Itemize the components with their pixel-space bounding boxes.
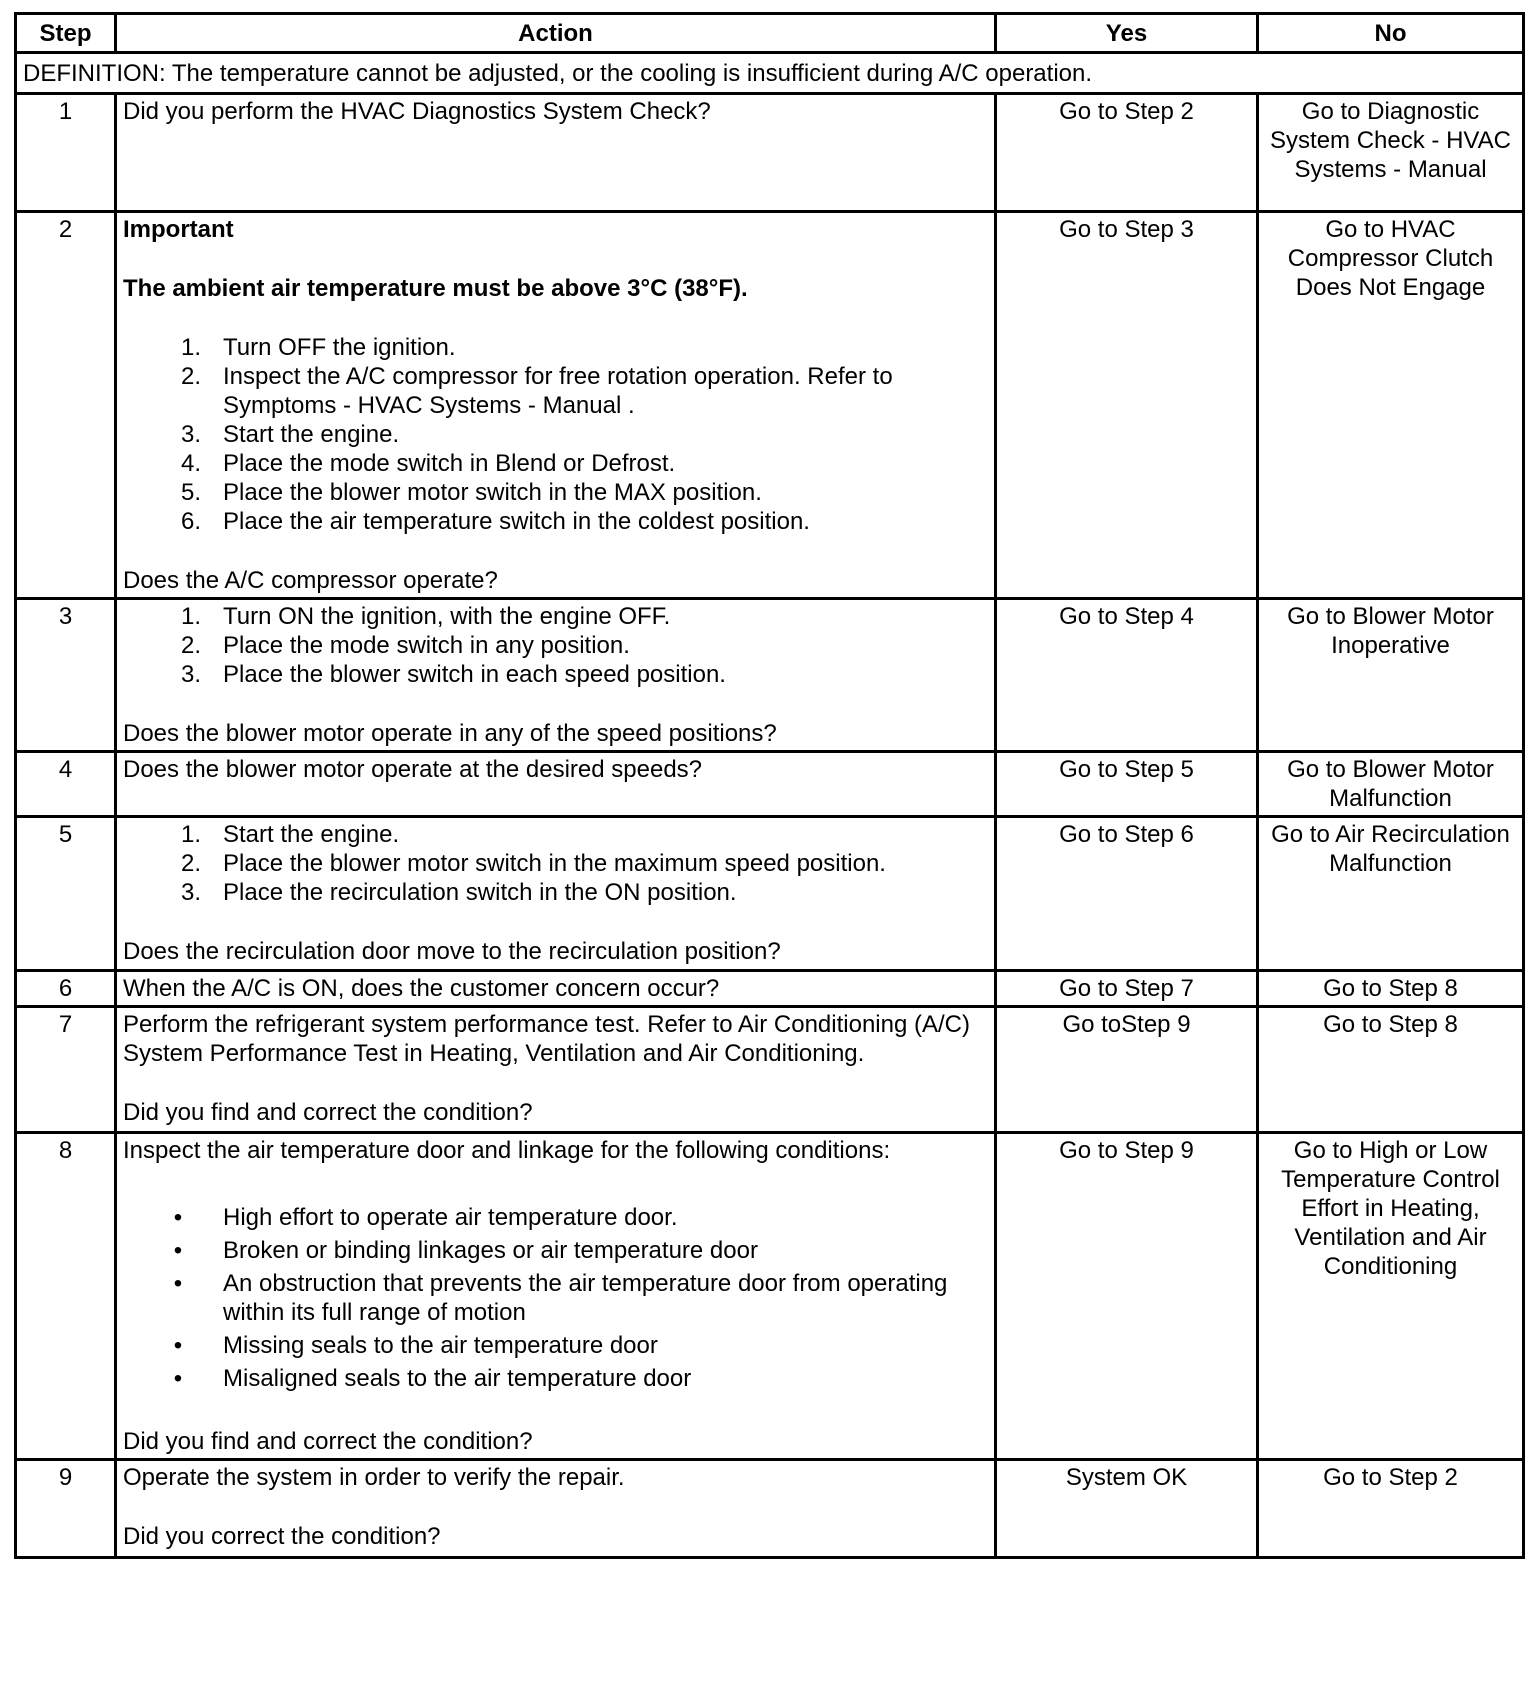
definition-text: DEFINITION: The temperature cannot be adjusted, or the cooling is insufficient during A/C operation. [16,53,1524,94]
list-number: 6. [180,508,201,535]
step-number: 5 [16,817,116,971]
action-intro: Operate the system in order to verify the repair. [123,1464,625,1491]
yes-cell: Go to Step 9 [996,1133,1258,1460]
action-cell [116,817,996,971]
no-cell: Go to Blower Motor Malfunction [1258,752,1524,817]
definition-row [16,53,1524,94]
table-row [16,1007,1524,1133]
list-number: 3. [180,879,201,906]
list-item [123,1203,988,1232]
list-item [123,1364,988,1393]
list-item [123,820,988,849]
table-row [16,1460,1524,1558]
bullet-mark: • [173,1237,183,1264]
header-yes: Yes [996,14,1258,53]
list-text: Place the blower switch in each speed position. [223,661,726,688]
action-cell [116,1460,996,1558]
no-cell: Go to Step 8 [1258,1007,1524,1133]
list-text: Place the recirculation switch in the ON position. [223,879,737,906]
no-cell: Go to High or Low Temperature Control Effort in Heating, Ventilation and Air Conditioning [1258,1133,1524,1460]
list-number: 2. [180,632,201,659]
list-number: 1. [180,334,201,361]
list-text: Start the engine. [223,821,400,848]
table-row [16,817,1524,971]
yes-cell: Go toStep 9 [996,1007,1258,1133]
no-cell: Go to Step 2 [1258,1460,1524,1558]
list-number: 2. [180,850,201,877]
important-label: Important [123,216,234,243]
action-intro: Inspect the air temperature door and linkage for the following conditions: [123,1137,891,1164]
list-number: 4. [180,450,201,477]
action-question: Did you find and correct the condition? [123,1099,533,1126]
list-item [123,478,988,507]
action-cell [116,1133,996,1460]
action-question: When the A/C is ON, does the customer concern occur? [123,975,720,1002]
list-text: Start the engine. [223,421,400,448]
yes-cell: Go to Step 4 [996,599,1258,752]
list-text: Misaligned seals to the air temperature door [223,1365,692,1392]
step-list [123,820,988,907]
step-number: 7 [16,1007,116,1133]
step-number: 2 [16,212,116,599]
table-row [16,599,1524,752]
list-text: An obstruction that prevents the air temperature door from operating within its full range of motion [223,1270,948,1326]
list-item [123,1236,988,1265]
table-row [16,752,1524,817]
list-text: Place the mode switch in any position. [223,632,630,659]
action-cell [116,752,996,817]
list-text: Place the blower motor switch in the MAX position. [223,479,762,506]
diagnostic-page [14,12,1522,1559]
step-list [123,602,988,689]
header-step: Step [16,14,116,53]
step-number: 6 [16,971,116,1007]
no-cell: Go to Blower Motor Inoperative [1258,599,1524,752]
bullet-mark: • [173,1365,183,1392]
yes-cell: System OK [996,1460,1258,1558]
action-question: Does the blower motor operate in any of the speed positions? [123,720,777,747]
list-number: 1. [180,603,201,630]
bullet-mark: • [173,1270,183,1297]
action-cell [116,971,996,1007]
bullet-mark: • [173,1332,183,1359]
step-number: 3 [16,599,116,752]
list-text: Inspect the A/C compressor for free rotation operation. Refer to Symptoms - HVAC Systems - Manual . [223,363,893,419]
bullet-mark: • [173,1204,183,1231]
step-list [123,333,988,536]
list-text: Missing seals to the air temperature door [223,1332,658,1359]
list-text: Turn OFF the ignition. [223,334,456,361]
action-question: Does the recirculation door move to the recirculation position? [123,938,781,965]
list-item [123,1269,988,1327]
step-number: 4 [16,752,116,817]
list-item [123,362,988,420]
step-number: 8 [16,1133,116,1460]
action-cell [116,1007,996,1133]
important-note: The ambient air temperature must be above 3°C (38°F). [123,275,748,302]
list-number: 2. [180,363,201,390]
list-text: Place the air temperature switch in the coldest position. [223,508,810,535]
header-action: Action [116,14,996,53]
list-item [123,1331,988,1360]
step-number: 1 [16,94,116,212]
no-cell: Go to Diagnostic System Check - HVAC Systems - Manual [1258,94,1524,212]
action-cell [116,94,996,212]
list-number: 1. [180,821,201,848]
action-question: Does the A/C compressor operate? [123,567,498,594]
table-row [16,971,1524,1007]
list-item [123,660,988,689]
diagnostic-table [14,12,1525,1559]
list-item [123,507,988,536]
list-text: Broken or binding linkages or air temperature door [223,1237,758,1264]
yes-cell: Go to Step 5 [996,752,1258,817]
list-item [123,878,988,907]
action-cell [116,212,996,599]
list-number: 5. [180,479,201,506]
yes-cell: Go to Step 3 [996,212,1258,599]
list-text: Turn ON the ignition, with the engine OFF. [223,603,671,630]
no-cell: Go to Air Recirculation Malfunction [1258,817,1524,971]
step-number: 9 [16,1460,116,1558]
header-row [16,14,1524,53]
list-item [123,449,988,478]
table-row [16,1133,1524,1460]
list-number: 3. [180,421,201,448]
action-question: Did you correct the condition? [123,1523,441,1550]
list-text: Place the blower motor switch in the maximum speed position. [223,850,886,877]
list-item [123,333,988,362]
list-item [123,602,988,631]
table-row [16,94,1524,212]
action-cell [116,599,996,752]
yes-cell: Go to Step 7 [996,971,1258,1007]
no-cell: Go to HVAC Compressor Clutch Does Not Engage [1258,212,1524,599]
list-item [123,849,988,878]
action-intro: Perform the refrigerant system performance test. Refer to Air Conditioning (A/C) System Performance Test in Heating, Ventilation and Air Conditioning. [123,1011,970,1067]
list-item [123,420,988,449]
table-row [16,212,1524,599]
condition-list [123,1203,988,1393]
list-text: Place the mode switch in Blend or Defrost. [223,450,676,477]
header-no: No [1258,14,1524,53]
list-number: 3. [180,661,201,688]
action-question: Did you perform the HVAC Diagnostics System Check? [123,98,711,125]
yes-cell: Go to Step 6 [996,817,1258,971]
yes-cell: Go to Step 2 [996,94,1258,212]
no-cell: Go to Step 8 [1258,971,1524,1007]
list-item [123,631,988,660]
action-question: Did you find and correct the condition? [123,1428,533,1455]
action-question: Does the blower motor operate at the desired speeds? [123,756,703,783]
list-text: High effort to operate air temperature door. [223,1204,678,1231]
